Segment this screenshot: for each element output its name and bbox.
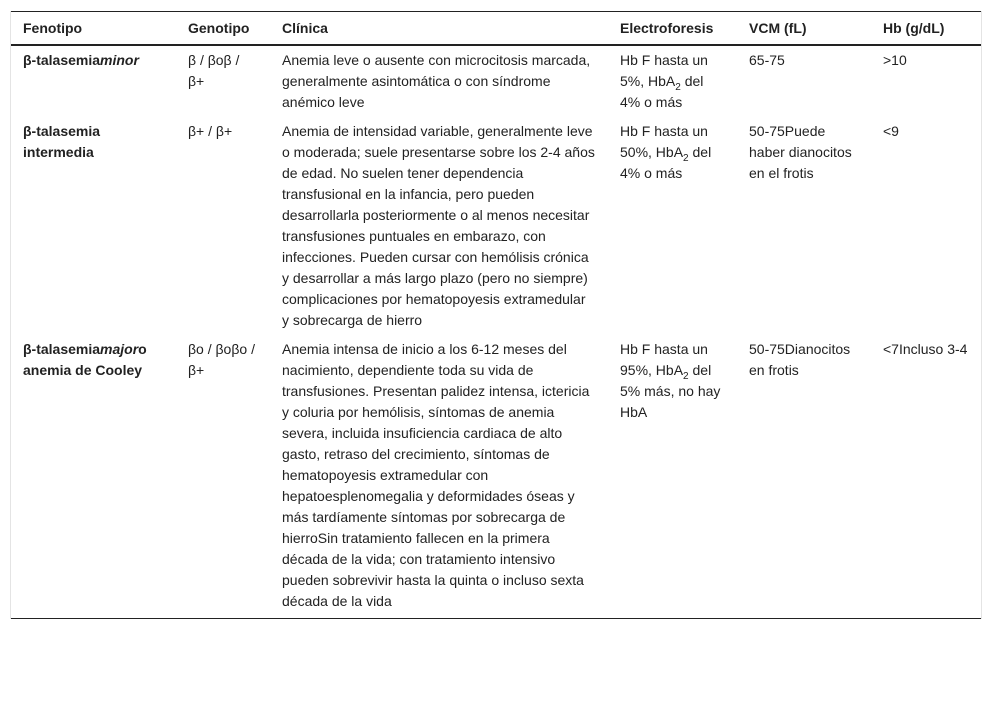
electro-sub: 2: [683, 152, 689, 164]
cell-fenotipo: [11, 45, 176, 117]
header-electroforesis: Electroforesis: [608, 12, 737, 46]
cell-electroforesis: [608, 335, 737, 619]
fenotipo-post: o anemia de Cooley: [23, 341, 147, 378]
cell-clinica: Anemia leve o ausente con microcitosis marcada, generalmente asintomática o con síndrome anémico leve: [282, 52, 591, 110]
fenotipo-text: β-talasemia: [23, 52, 101, 68]
cell-fenotipo: [11, 117, 176, 335]
fenotipo-italic: minor: [100, 52, 139, 68]
cell-clinica: Anemia intensa de inicio a los 6-12 meses del nacimiento, dependiente toda su vida de transfusiones. Presentan palidez intensa, ictericia y coluria por hemólisis, síntomas de anemia severa, incluida insuficiencia cardiaca de alto gasto, retraso del crecimiento, síntomas de hematopoyesis extramedular con hepatoesplenomegalia y deformidades óseas y más tardíamente síntomas por sobrecarga de hierroSin tratamiento fallecen en la primera década de la vida; con tratamiento intensivo pueden sobrevivir hasta la quinta o incluso sexta década de la vida: [270, 335, 608, 619]
fenotipo-text: β-talasemia intermedia: [23, 123, 101, 160]
electro-text-end: del 4% o más: [620, 73, 704, 110]
electro-sub: 2: [683, 370, 689, 382]
table-header-row: [11, 12, 981, 46]
cell-genotipo: β / βoβ / β+: [188, 52, 240, 89]
header-fenotipo: Fenotipo: [11, 12, 176, 46]
cell-vcm: 50-75Dianocitos en frotis: [737, 335, 871, 619]
cell-hb: <7Incluso 3-4: [871, 335, 981, 619]
electro-text: Hb F hasta un 5%, HbA: [620, 52, 708, 89]
cell-genotipo: βo / βoβo / β+: [176, 335, 270, 619]
table-row: [11, 45, 981, 117]
table-container: [10, 11, 982, 619]
cell-hb: <9: [883, 123, 899, 139]
fenotipo-text: β-talasemia: [23, 341, 101, 357]
thalassemia-table: [11, 11, 981, 619]
table-row: [11, 335, 981, 619]
table-row: [11, 117, 981, 335]
header-genotipo: Genotipo: [176, 12, 270, 46]
electro-text: Hb F hasta un 95%, HbA: [620, 341, 708, 378]
electro-text: Hb F hasta un 50%, HbA: [620, 123, 708, 160]
cell-genotipo: β+ / β+: [188, 123, 233, 139]
fenotipo-italic: major: [100, 341, 139, 357]
electro-text-end: del 4% o más: [620, 144, 712, 181]
cell-vcm: 50-75Puede haber dianocitos en el frotis: [749, 123, 852, 181]
electro-text-end: del 5% más, no hay HbA: [620, 362, 721, 420]
cell-hb: >10: [883, 52, 907, 68]
cell-fenotipo: [11, 335, 176, 619]
cell-vcm: 65-75: [749, 52, 785, 68]
cell-electroforesis: [608, 45, 737, 117]
cell-clinica: Anemia de intensidad variable, generalmente leve o moderada; suele presentarse sobre los 2-4 años de edad. No suelen tener dependencia transfusional en la infancia, pero pueden desarrollarla posteriormente o al menos necesitar transfusiones puntuales en embarazo, con infecciones. Pueden cursar con hemólisis crónica y desarrollar a más largo plazo (pero no siempre) complicaciones por hematopoyesis extramedular y sobrecarga de hierro: [282, 123, 595, 328]
cell-electroforesis: [608, 117, 737, 335]
header-clinica: Clínica: [270, 12, 608, 46]
header-hb: Hb (g/dL): [871, 12, 981, 46]
electro-sub: 2: [675, 81, 681, 93]
header-vcm: VCM (fL): [737, 12, 871, 46]
